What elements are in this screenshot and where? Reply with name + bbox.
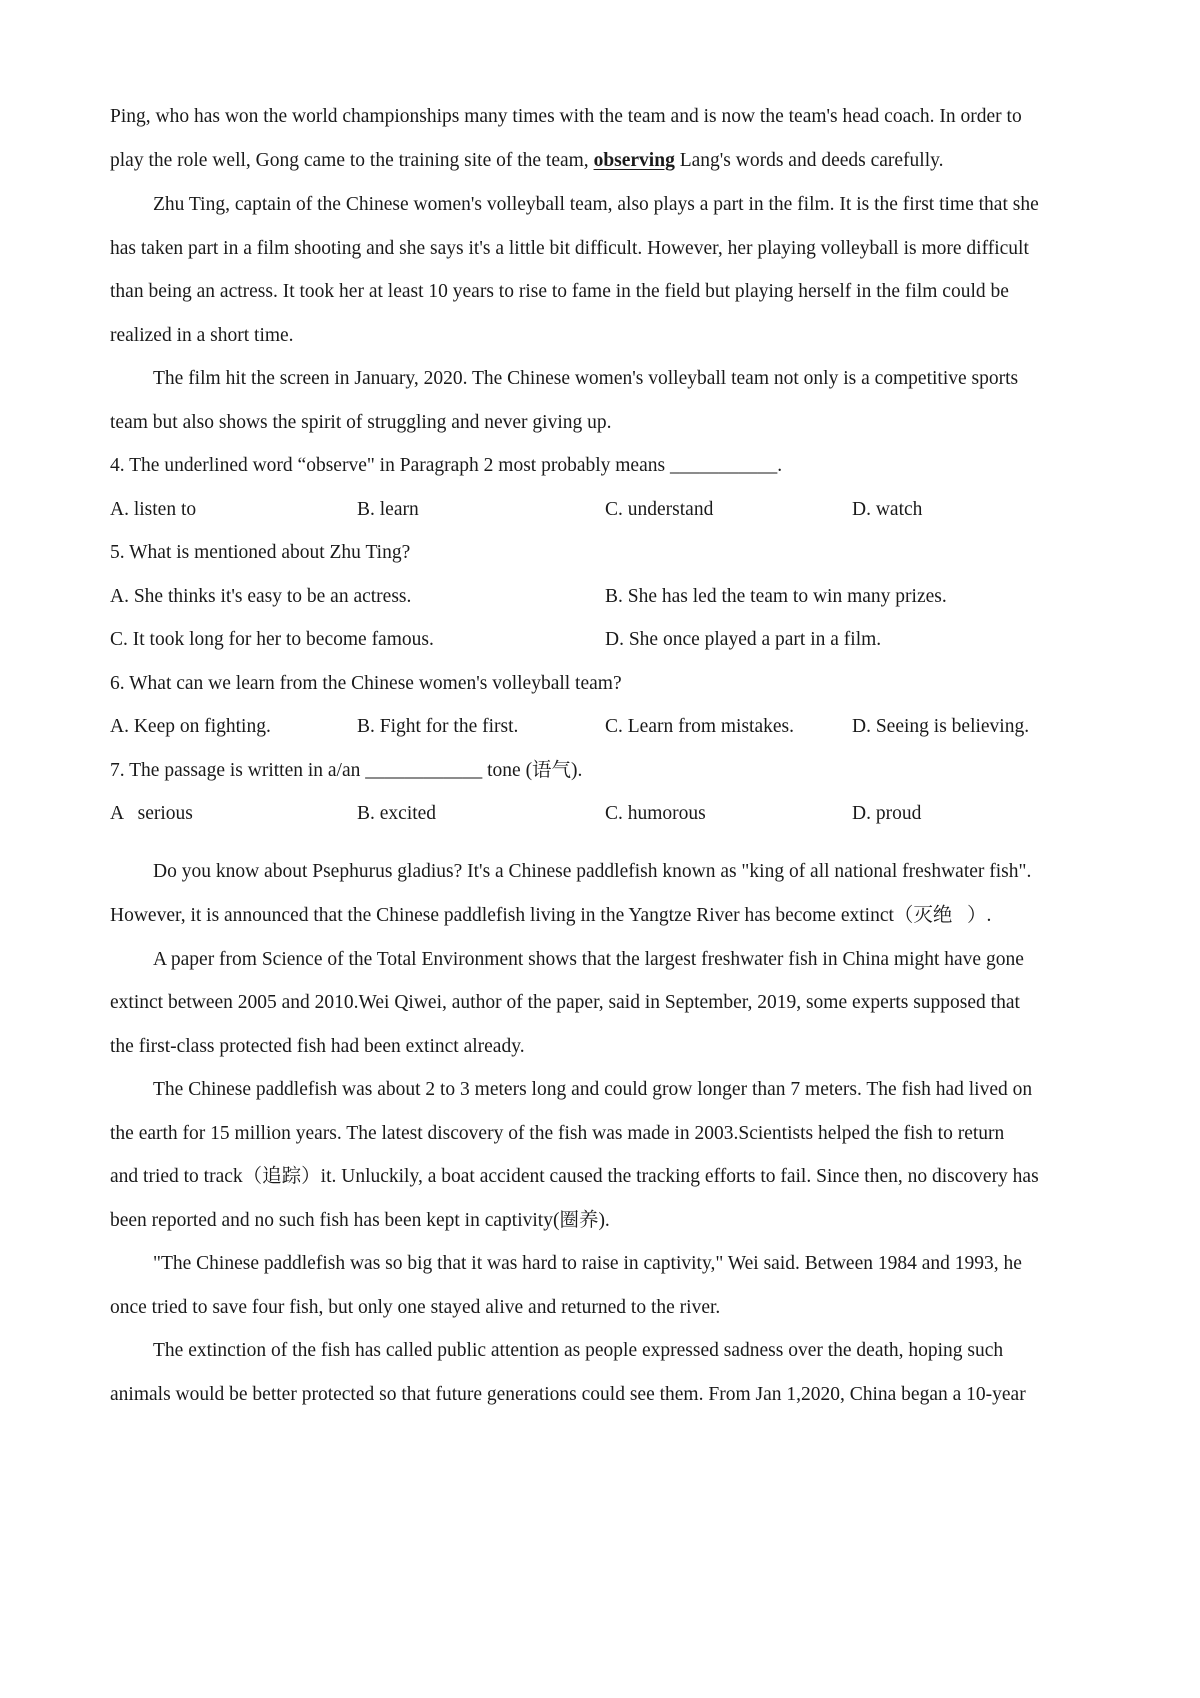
passage2-line: "The Chinese paddlefish was so big that it was hard to raise in captivity," Wei said. Between 1984 and 1993, he — [153, 1253, 1022, 1274]
passage1-line: realized in a short time. — [110, 325, 294, 346]
answer-option: B. She has led the team to win many prizes. — [605, 586, 947, 607]
answer-option: C. Learn from mistakes. — [605, 716, 794, 737]
passage2-line: The extinction of the fish has called public attention as people expressed sadness over the death, hoping such — [153, 1340, 1004, 1361]
passage1-line: Zhu Ting, captain of the Chinese women's volleyball team, also plays a part in the film. It is the first time that she — [153, 194, 1039, 215]
passage2-line: and tried to track（追踪）it. Unluckily, a boat accident caused the tracking efforts to fail. Since then, no discovery has — [110, 1166, 1039, 1187]
passage2-line: A paper from Science of the Total Environment shows that the largest freshwater fish in China might have gone — [153, 949, 1024, 970]
passage2-line: Do you know about Psephurus gladius? It's a Chinese paddlefish known as "king of all national freshwater fish". — [153, 861, 1032, 882]
question-stem: 6. What can we learn from the Chinese women's volleyball team? — [110, 673, 622, 694]
text-span: play the role well, Gong came to the training site of the team, — [110, 150, 594, 171]
answer-option: D. Seeing is believing. — [852, 716, 1030, 737]
answer-option: C. humorous — [605, 803, 706, 824]
passage1-line: team but also shows the spirit of struggling and never giving up. — [110, 412, 612, 433]
answer-option: C. understand — [605, 499, 714, 520]
passage2-line: animals would be better protected so that future generations could see them. From Jan 1,2020, China began a 10-year — [110, 1384, 1026, 1405]
passage2-line: extinct between 2005 and 2010.Wei Qiwei, author of the paper, said in September, 2019, some experts supposed that — [110, 992, 1020, 1013]
passage1-line: Ping, who has won the world championships many times with the team and is now the team's head coach. In order to — [110, 106, 1022, 127]
passage2-line: However, it is announced that the Chinese paddlefish living in the Yangtze River has become extinct（灭绝 ）. — [110, 905, 992, 926]
passage2-line: been reported and no such fish has been kept in captivity(圈养). — [110, 1210, 610, 1231]
passage1-line: The film hit the screen in January, 2020. The Chinese women's volleyball team not only is a competitive sports — [153, 368, 1019, 389]
answer-option: B. Fight for the first. — [357, 716, 519, 737]
answer-option: D. watch — [852, 499, 923, 520]
passage2-line: The Chinese paddlefish was about 2 to 3 meters long and could grow longer than 7 meters. The fish had lived on — [153, 1079, 1033, 1100]
answer-option: B. excited — [357, 803, 437, 824]
passage2-line: the earth for 15 million years. The latest discovery of the fish was made in 2003.Scientists helped the fish to return — [110, 1123, 1005, 1144]
answer-option: A. Keep on fighting. — [110, 716, 271, 737]
passage2-line: the first-class protected fish had been extinct already. — [110, 1036, 525, 1057]
answer-option: D. She once played a part in a film. — [605, 629, 882, 650]
question-stem: 5. What is mentioned about Zhu Ting? — [110, 542, 411, 563]
answer-option: D. proud — [852, 803, 922, 824]
underlined-word: observing — [593, 150, 675, 171]
answer-option: A. listen to — [110, 499, 197, 520]
passage1-line: has taken part in a film shooting and she says it's a little bit difficult. However, her playing volleyball is more difficult — [110, 238, 1029, 259]
passage2-line: once tried to save four fish, but only one stayed alive and returned to the river. — [110, 1297, 721, 1318]
answer-option: C. It took long for her to become famous. — [110, 629, 434, 650]
passage1-line — [110, 148, 1100, 174]
answer-option: B. learn — [357, 499, 419, 520]
text-span: Lang's words and deeds carefully. — [674, 150, 944, 171]
answer-option: A serious — [110, 803, 193, 824]
passage1-line: than being an actress. It took her at least 10 years to rise to fame in the field but playing herself in the film could be — [110, 281, 1009, 302]
question-stem: 4. The underlined word “observe" in Paragraph 2 most probably means ___________. — [110, 455, 783, 476]
answer-option: A. She thinks it's easy to be an actress. — [110, 586, 412, 607]
question-stem: 7. The passage is written in a/an ____________ tone (语气). — [110, 760, 583, 781]
